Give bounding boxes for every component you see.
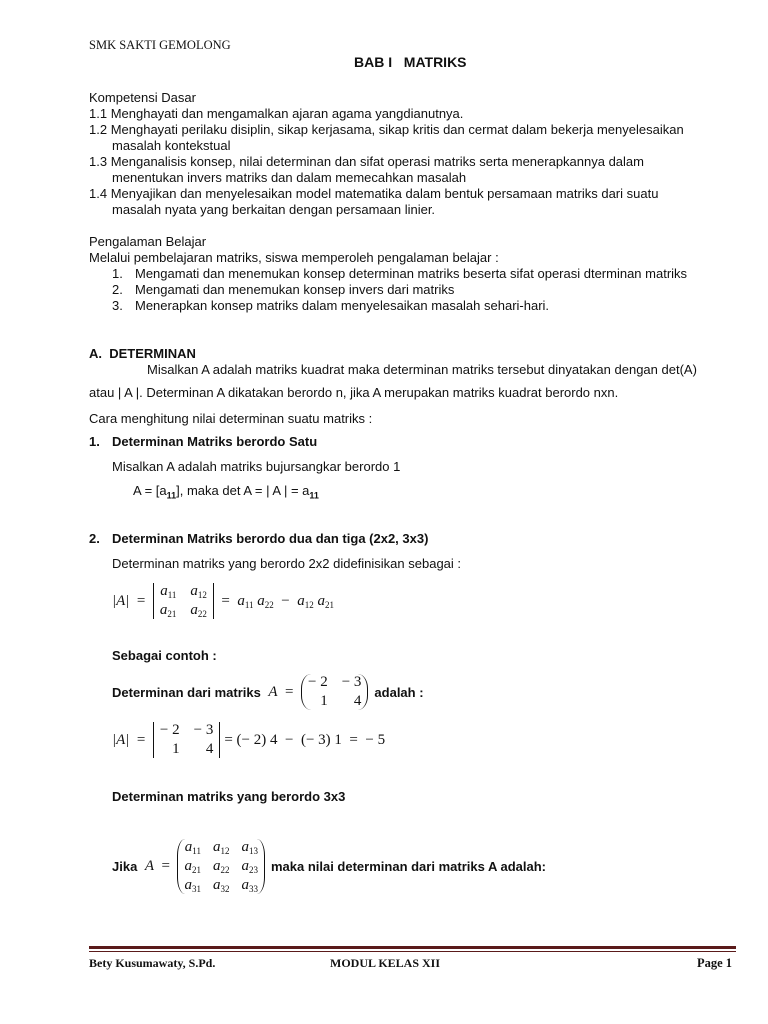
example-result-line: |A| = − 2 − 3 1 4 = (− 2) 4 − (− 3) 1 = − 5 (112, 722, 386, 757)
pb-number: 1. (112, 266, 123, 281)
kd-number: 1.1 (89, 106, 108, 121)
formula-2x2-definition: |A| = $a_{11}$ $a_{12}$ $a_{21}$ $a_{22}$ = $a_{11}$ $a_{22}$ − $a_{12}$ $a_{21}$ (112, 583, 334, 619)
kd-1-3 (89, 154, 644, 170)
subscript: 11 (166, 490, 177, 501)
kompetensi-heading: Kompetensi Dasar (89, 90, 196, 105)
footer-module: MODUL KELAS XII (330, 956, 441, 970)
kd-text: menentukan invers matriks dan dalam memecahkan masalah (112, 170, 467, 185)
paragraph: Misalkan A adalah matriks bujursangkar berordo 1 (112, 459, 401, 474)
paragraph: Cara menghitung nilai determinan suatu matriks : (89, 411, 373, 426)
kd-1-2 (89, 122, 684, 138)
pb-text: Mengamati dan menemukan konsep invers dari matriks (135, 282, 455, 297)
pengalaman-heading: Pengalaman Belajar (89, 234, 207, 249)
kd-text: Menyajikan dan menyelesaikan model matematika dalam bentuk persamaan matriks dari suatu (110, 186, 659, 201)
kd-text: masalah nyata yang berkaitan dengan persamaan linier. (112, 202, 436, 217)
subscript: 11 (309, 490, 319, 501)
paragraph: Misalkan A adalah matriks kuadrat maka determinan matriks tersebut dinyatakan dengan det(A) (147, 362, 697, 377)
example-label: Sebagai contoh : (112, 648, 217, 663)
kd-1-1 (89, 106, 463, 122)
kd-text: Menganalisis konsep, nilai determinan dan sifat operasi matriks serta menerapkannya dalam (110, 154, 644, 169)
page-title: BAB I MATRIKS (354, 54, 467, 70)
footer-page: Page 1 (696, 956, 732, 970)
kd-text: Menghayati perilaku disiplin, sikap kerjasama, sikap kritis dan cermat dalam bekerja menyelesaikan (110, 122, 684, 137)
subsection-number: 1. (89, 434, 100, 449)
subsection-heading: Determinan Matriks berordo dua dan tiga (2x2, 3x3) (112, 531, 429, 546)
subsection-heading: Determinan Matriks berordo Satu (112, 434, 318, 449)
formula-text: ], maka det A = | A | = a (176, 483, 310, 498)
footer-rule (89, 946, 736, 949)
example-suffix: adalah : (374, 684, 424, 700)
subsection-number: 2. (89, 531, 100, 546)
paragraph: Determinan matriks yang berordo 3x3 (112, 789, 346, 804)
paragraph: atau | A |. Determinan A dikatakan berordo n, jika A merupakan matriks kuadrat berordo nxn. (89, 385, 619, 400)
kd-1-4 (89, 186, 658, 202)
kd-number: 1.4 (89, 186, 108, 201)
jika-suffix: maka nilai determinan dari matriks A adalah: (270, 858, 546, 874)
matrix-cell: − 3 (193, 722, 214, 738)
school-name: SMK SAKTI GEMOLONG (89, 38, 231, 52)
example-matrix-line: Determinan dari matriks A = − 2 − 3 1 4 adalah : (112, 674, 424, 709)
footer-rule-thin (89, 951, 736, 952)
matrix-cell: 1 (320, 693, 328, 709)
matrix-cell: − 2 (159, 722, 180, 738)
matrix-cell: 1 (172, 741, 180, 757)
pb-number: 2. (112, 282, 123, 297)
matrix-cell: 4 (353, 693, 362, 709)
jika-label: Jika (112, 858, 138, 874)
pb-number: 3. (112, 298, 123, 313)
footer-author: Bety Kusumawaty, S.Pd. (89, 956, 216, 970)
section-heading: A. DETERMINAN (89, 346, 196, 361)
kd-number: 1.2 (89, 122, 108, 137)
kd-number: 1.3 (89, 154, 108, 169)
paragraph: Determinan matriks yang berordo 2x2 didefinisikan sebagai : (112, 556, 462, 571)
example-text: Determinan dari matriks (112, 684, 261, 700)
pengalaman-intro: Melalui pembelajaran matriks, siswa memperoleh pengalaman belajar : (89, 250, 499, 265)
example-result: = (− 2) 4 − (− 3) 1 = − 5 (224, 731, 386, 748)
kd-text: masalah kontekstual (112, 138, 231, 153)
formula-3x3: Jika A = $a_{11}$ $a_{12}$ $a_{13}$ $a_{21}$ $a_{22}$ $a_{23}$ $a_{31}$ $a_{32}$ $a_{33}$ maka nilai determinan dari matriks A adalah: (112, 838, 546, 894)
pb-text: Menerapkan konsep matriks dalam menyelesaikan masalah sehari-hari. (135, 298, 550, 313)
formula-order-1 (133, 483, 319, 504)
pb-text: Mengamati dan menemukan konsep determinan matriks beserta sifat operasi dterminan matriks (135, 266, 688, 281)
formula-text: A = [a (133, 483, 167, 498)
matrix-cell: 4 (205, 741, 214, 757)
matrix-cell: − 3 (341, 674, 362, 690)
matrix-cell: − 2 (307, 674, 328, 690)
kd-text: Menghayati dan mengamalkan ajaran agama yangdianutnya. (110, 106, 464, 121)
